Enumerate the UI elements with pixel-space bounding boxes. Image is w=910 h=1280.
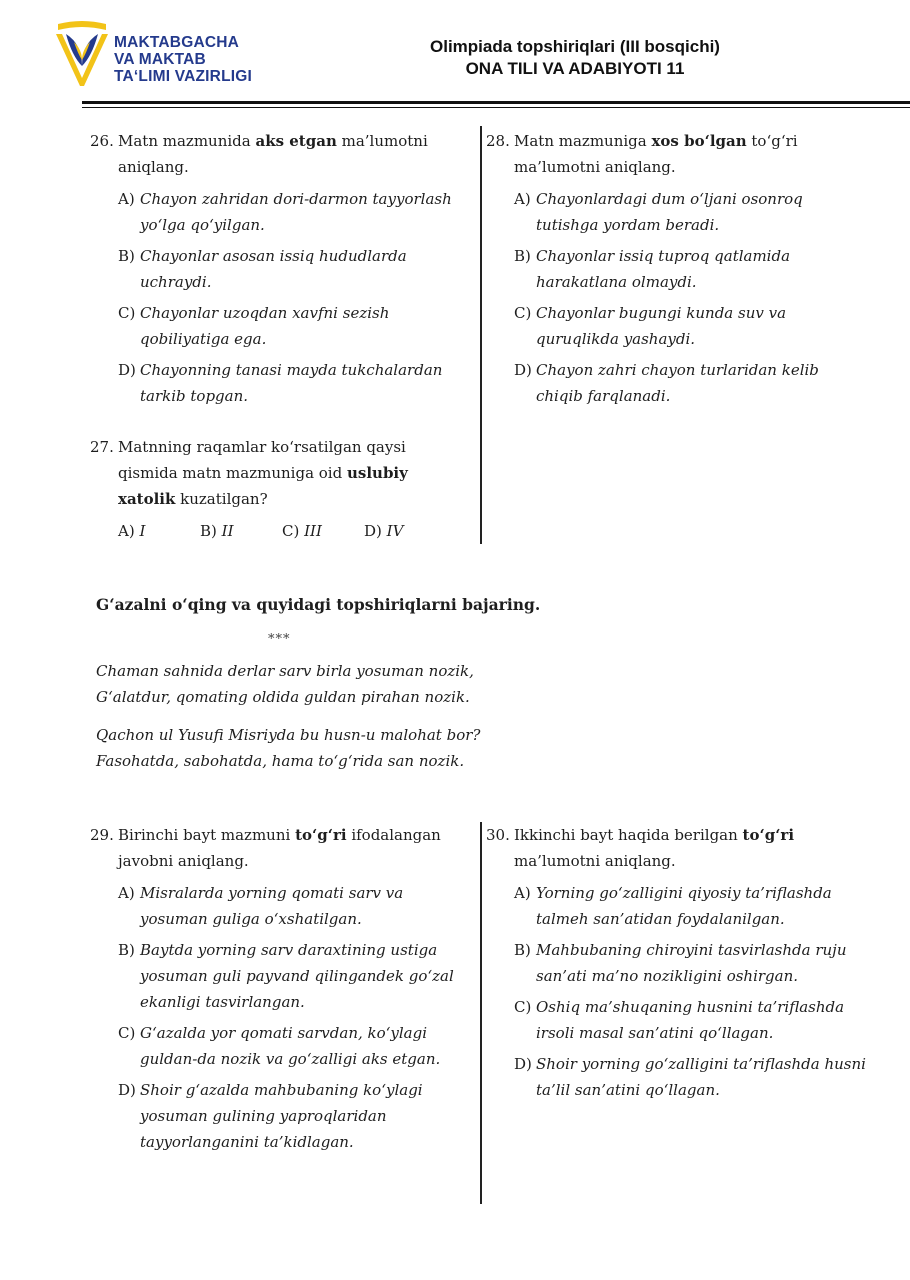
page-header-title: [340, 36, 810, 80]
question-28: [486, 128, 856, 414]
answer-option-c: C) Chayonlar bugungi kunda suv va quruqlikda yashaydi.: [514, 304, 787, 348]
answer-option-d: D) Shoir yorning go‘zalligini ta’riflashda husni ta’lil san’atini qo‘llagan.: [514, 1055, 866, 1099]
answer-option-a: A) I: [118, 522, 146, 540]
header-divider-thick: [82, 101, 910, 104]
answer-option-c: C) Chayonlar uzoqdan xavfni sezish qobiliyatiga ega.: [118, 304, 390, 348]
question-30: [486, 822, 876, 1108]
poem-couplet-1: [96, 658, 474, 710]
poem-line: G‘alatdur, qomating oldida guldan pirahan nozik.: [96, 688, 470, 706]
subject-title: ONA TILI VA ADABIYOTI 11: [465, 59, 685, 78]
answer-option-d: D) Chayonning tanasi mayda tukchalardan tarkib topgan.: [118, 361, 443, 405]
answer-option-b: B) Baytda yorning sarv daraxtining ustiga yosuman guli payvand qilingandek go‘zal ekanligi tasvirlangan.: [118, 941, 454, 1011]
column-divider-top: [480, 126, 482, 544]
question-number: 27.: [90, 438, 114, 456]
answer-options: [514, 880, 876, 1103]
logo-line-1: MAKTABGACHA: [114, 34, 240, 51]
column-divider-bottom: [480, 822, 482, 1204]
question-29: [90, 822, 460, 1160]
answer-options: [514, 186, 856, 409]
poem-line: Fasohatda, sabohatda, hama to‘g‘rida san nozik.: [96, 752, 465, 770]
ministry-logo: [52, 20, 282, 90]
answer-option-d: D) Shoir g‘azalda mahbubaning ko‘ylagi yosuman gulining yaproqlaridan tayyorlanganini ta’kidlagan.: [118, 1081, 423, 1151]
olympiad-stage-title: Olimpiada topshiriqlari (III bosqichi): [430, 37, 720, 56]
question-number: 28.: [486, 132, 510, 150]
question-stem: Ikkinchi bayt haqida berilgan to‘g‘ri ma’lumotni aniqlang.: [514, 826, 795, 870]
section-instruction: G‘azalni o‘qing va quyidagi topshiriqlarni bajaring.: [96, 595, 541, 614]
logo-line-2: VA MAKTAB: [114, 51, 206, 68]
poem-separator-stars: ***: [268, 632, 291, 647]
answer-option-d: D) Chayon zahri chayon turlaridan kelib chiqib farqlanadi.: [514, 361, 819, 405]
header-divider-thin: [82, 107, 910, 108]
poem-line: Chaman sahnida derlar sarv birla yosuman nozik,: [96, 662, 474, 680]
ministry-name: [114, 34, 252, 85]
question-stem: Matn mazmunida aks etgan ma’lumotni aniqlang.: [118, 132, 428, 176]
logo-line-3: TA‘LIMI VAZIRLIGI: [114, 68, 253, 85]
question-26: [90, 128, 462, 414]
answer-option-b: B) Chayonlar issiq tuproq qatlamida harakatlana olmaydi.: [514, 247, 791, 291]
question-number: 26.: [90, 132, 114, 150]
answer-option-b: B) Mahbubaning chiroyini tasvirlashda ruju san’ati ma’no nozikligini oshirgan.: [514, 941, 847, 985]
question-number: 30.: [486, 826, 510, 844]
answer-option-a: A) Misralarda yorning qomati sarv va yosuman guliga o‘xshatilgan.: [118, 884, 404, 928]
answer-option-b: B) Chayonlar asosan issiq hududlarda uchraydi.: [118, 247, 407, 291]
ministry-emblem-icon: [52, 20, 112, 90]
answer-option-a: A) Yorning go‘zalligini qiyosiy ta’riflashda talmeh san’atidan foydalanilgan.: [514, 884, 832, 928]
question-27: [90, 434, 450, 544]
poem-line: Qachon ul Yusufi Misriyda bu husn-u malohat bor?: [96, 726, 481, 744]
answer-option-a: A) Chayon zahridan dori-darmon tayyorlash yo‘lga qo‘yilgan.: [118, 190, 452, 234]
answer-option-a: A) Chayonlardagi dum o‘ljani osonroq tutishga yordam beradi.: [514, 190, 803, 234]
answer-options: [118, 880, 460, 1155]
question-number: 29.: [90, 826, 114, 844]
question-stem: Birinchi bayt mazmuni to‘g‘ri ifodalangan javobni aniqlang.: [118, 826, 441, 870]
answer-option-c: C) G‘azalda yor qomati sarvdan, ko‘ylagi guldan-da nozik va go‘zalligi aks etgan.: [118, 1024, 441, 1068]
answer-option-c: C) Oshiq ma’shuqaning husnini ta’riflashda irsoli masal san’atini qo‘llagan.: [514, 998, 845, 1042]
answer-option-b: B) II: [200, 522, 234, 540]
answer-options: [118, 186, 462, 409]
poem-couplet-2: [96, 722, 480, 774]
answer-option-d: D) IV: [364, 522, 404, 540]
answer-options: [118, 518, 450, 544]
question-stem: Matn mazmuniga xos bo‘lgan to‘g‘ri ma’lumotni aniqlang.: [514, 132, 798, 176]
question-stem: Matnning raqamlar ko‘rsatilgan qaysi qismida matn mazmuniga oid uslubiy xatolik kuzatilgan?: [118, 438, 408, 508]
answer-option-c: C) III: [282, 522, 322, 540]
